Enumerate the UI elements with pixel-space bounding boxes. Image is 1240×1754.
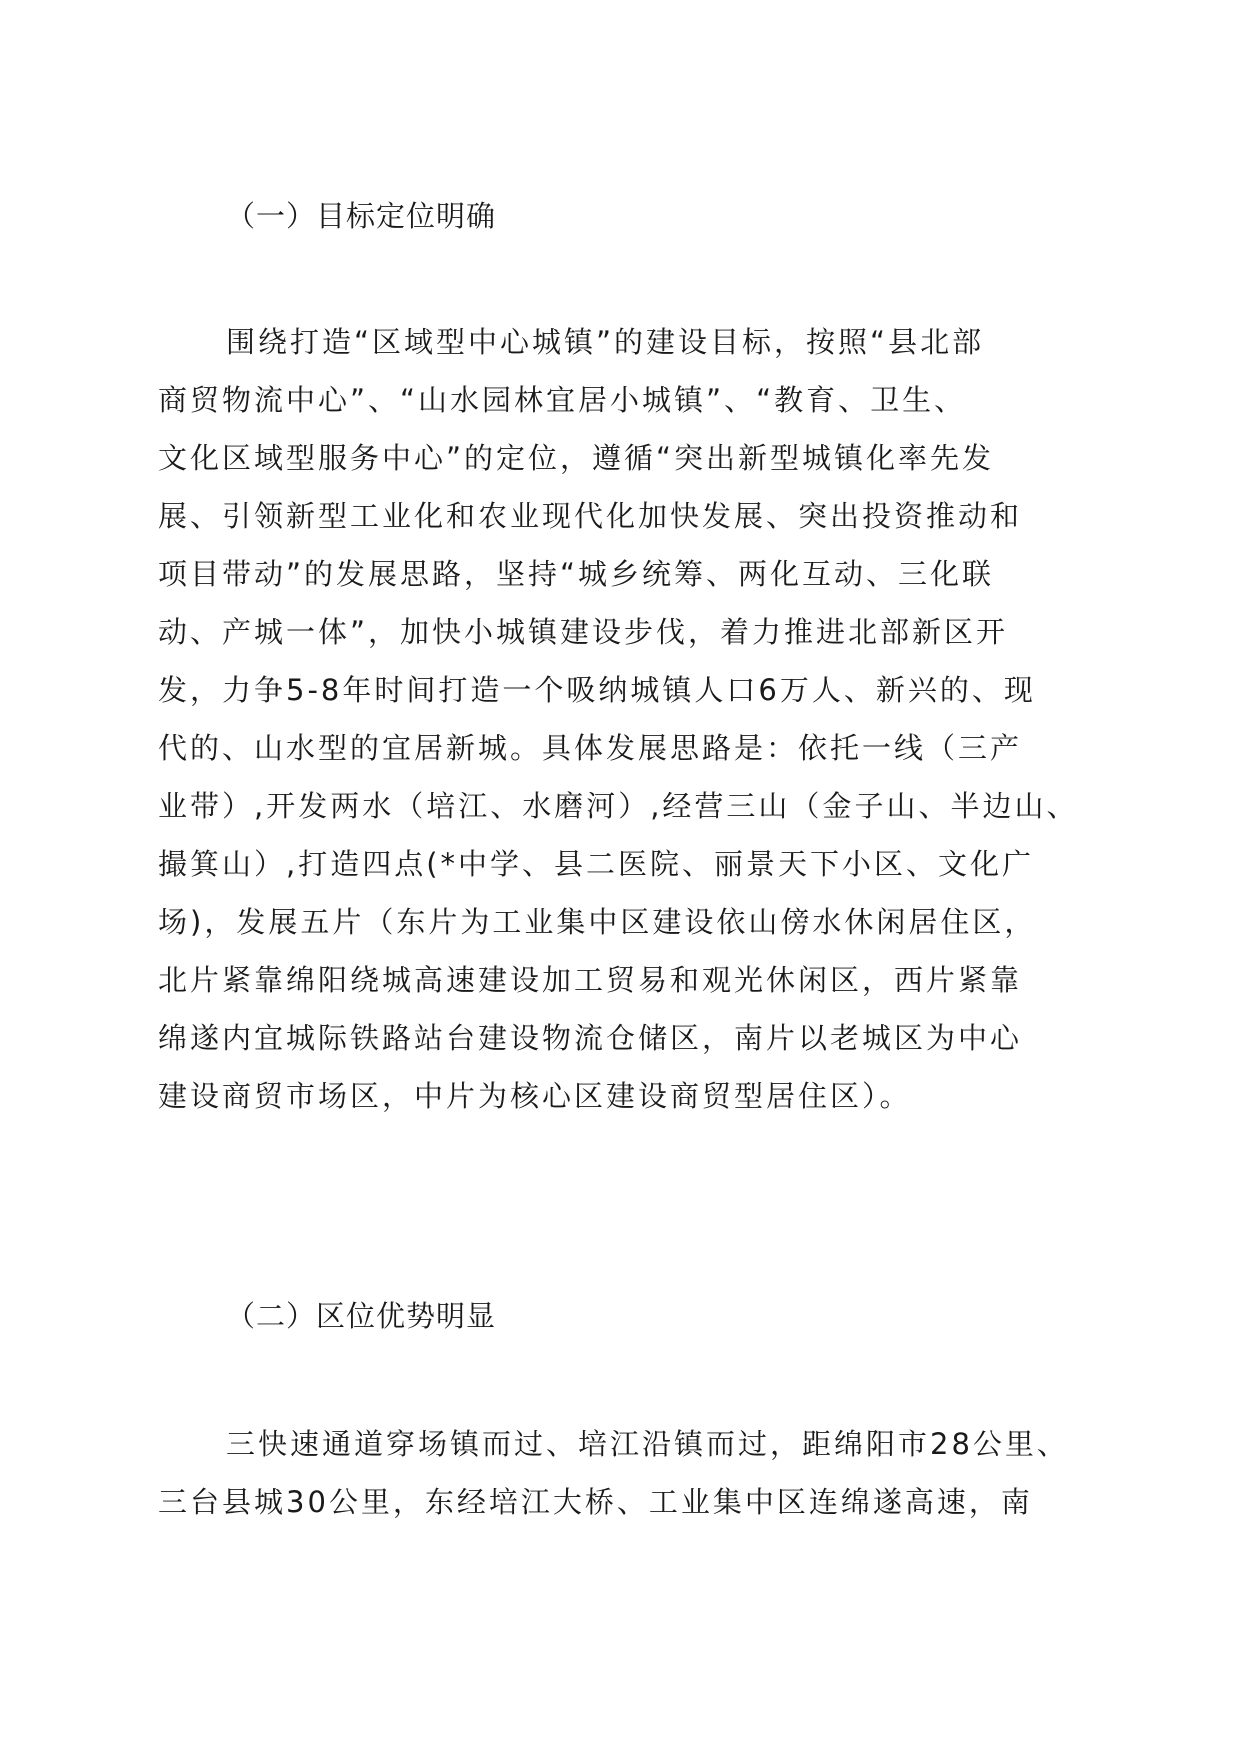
paragraph-line: 展、引领新型工业化和农业现代化加快发展、突出投资推动和 — [158, 499, 1023, 533]
paragraph-line: 商贸物流中心”、“山水园林宜居小城镇”、“教育、卫生、 — [158, 383, 967, 417]
paragraph-line: 发，力争5-8年时间打造一个吸纳城镇人口6万人、新兴的、现 — [158, 673, 1036, 707]
section-heading-1: （一）目标定位明确 — [226, 199, 497, 233]
paragraph-line: 三快速通道穿场镇而过、培江沿镇而过，距绵阳市28公里、 — [226, 1427, 1069, 1461]
section-heading-2: （二）区位优势明显 — [226, 1299, 497, 1333]
paragraph-line: 北片紧靠绵阳绕城高速建设加工贸易和观光休闲区，西片紧靠 — [158, 963, 1023, 997]
paragraph-line: 围绕打造“区域型中心城镇”的建设目标，按照“县北部 — [226, 325, 985, 359]
paragraph-line: 项目带动”的发展思路，坚持“城乡统筹、两化互动、三化联 — [158, 557, 995, 591]
paragraph-line: 场)，发展五片（东片为工业集中区建设依山傍水休闲居住区， — [158, 905, 1037, 939]
paragraph-line: 建设商贸市场区，中片为核心区建设商贸型居住区）。 — [158, 1079, 912, 1113]
paragraph-line: 绵遂内宜城际铁路站台建设物流仓储区，南片以老城区为中心 — [158, 1021, 1023, 1055]
paragraph-line: 三台县城30公里，东经培江大桥、工业集中区连绵遂高速，南 — [158, 1485, 1033, 1519]
paragraph-line: 代的、山水型的宜居新城。具体发展思路是：依托一线（三产 — [158, 731, 1023, 765]
paragraph-line: 撮箕山）,打造四点(*中学、县二医院、丽景天下小区、文化广 — [158, 847, 1035, 881]
paragraph-line: 文化区域型服务中心”的定位，遵循“突出新型城镇化率先发 — [158, 441, 995, 475]
paragraph-line: 业带）,开发两水（培江、水磨河）,经营三山（金子山、半边山、 — [158, 789, 1079, 823]
paragraph-line: 动、产城一体”，加快小城镇建设步伐，着力推进北部新区开 — [158, 615, 1009, 649]
